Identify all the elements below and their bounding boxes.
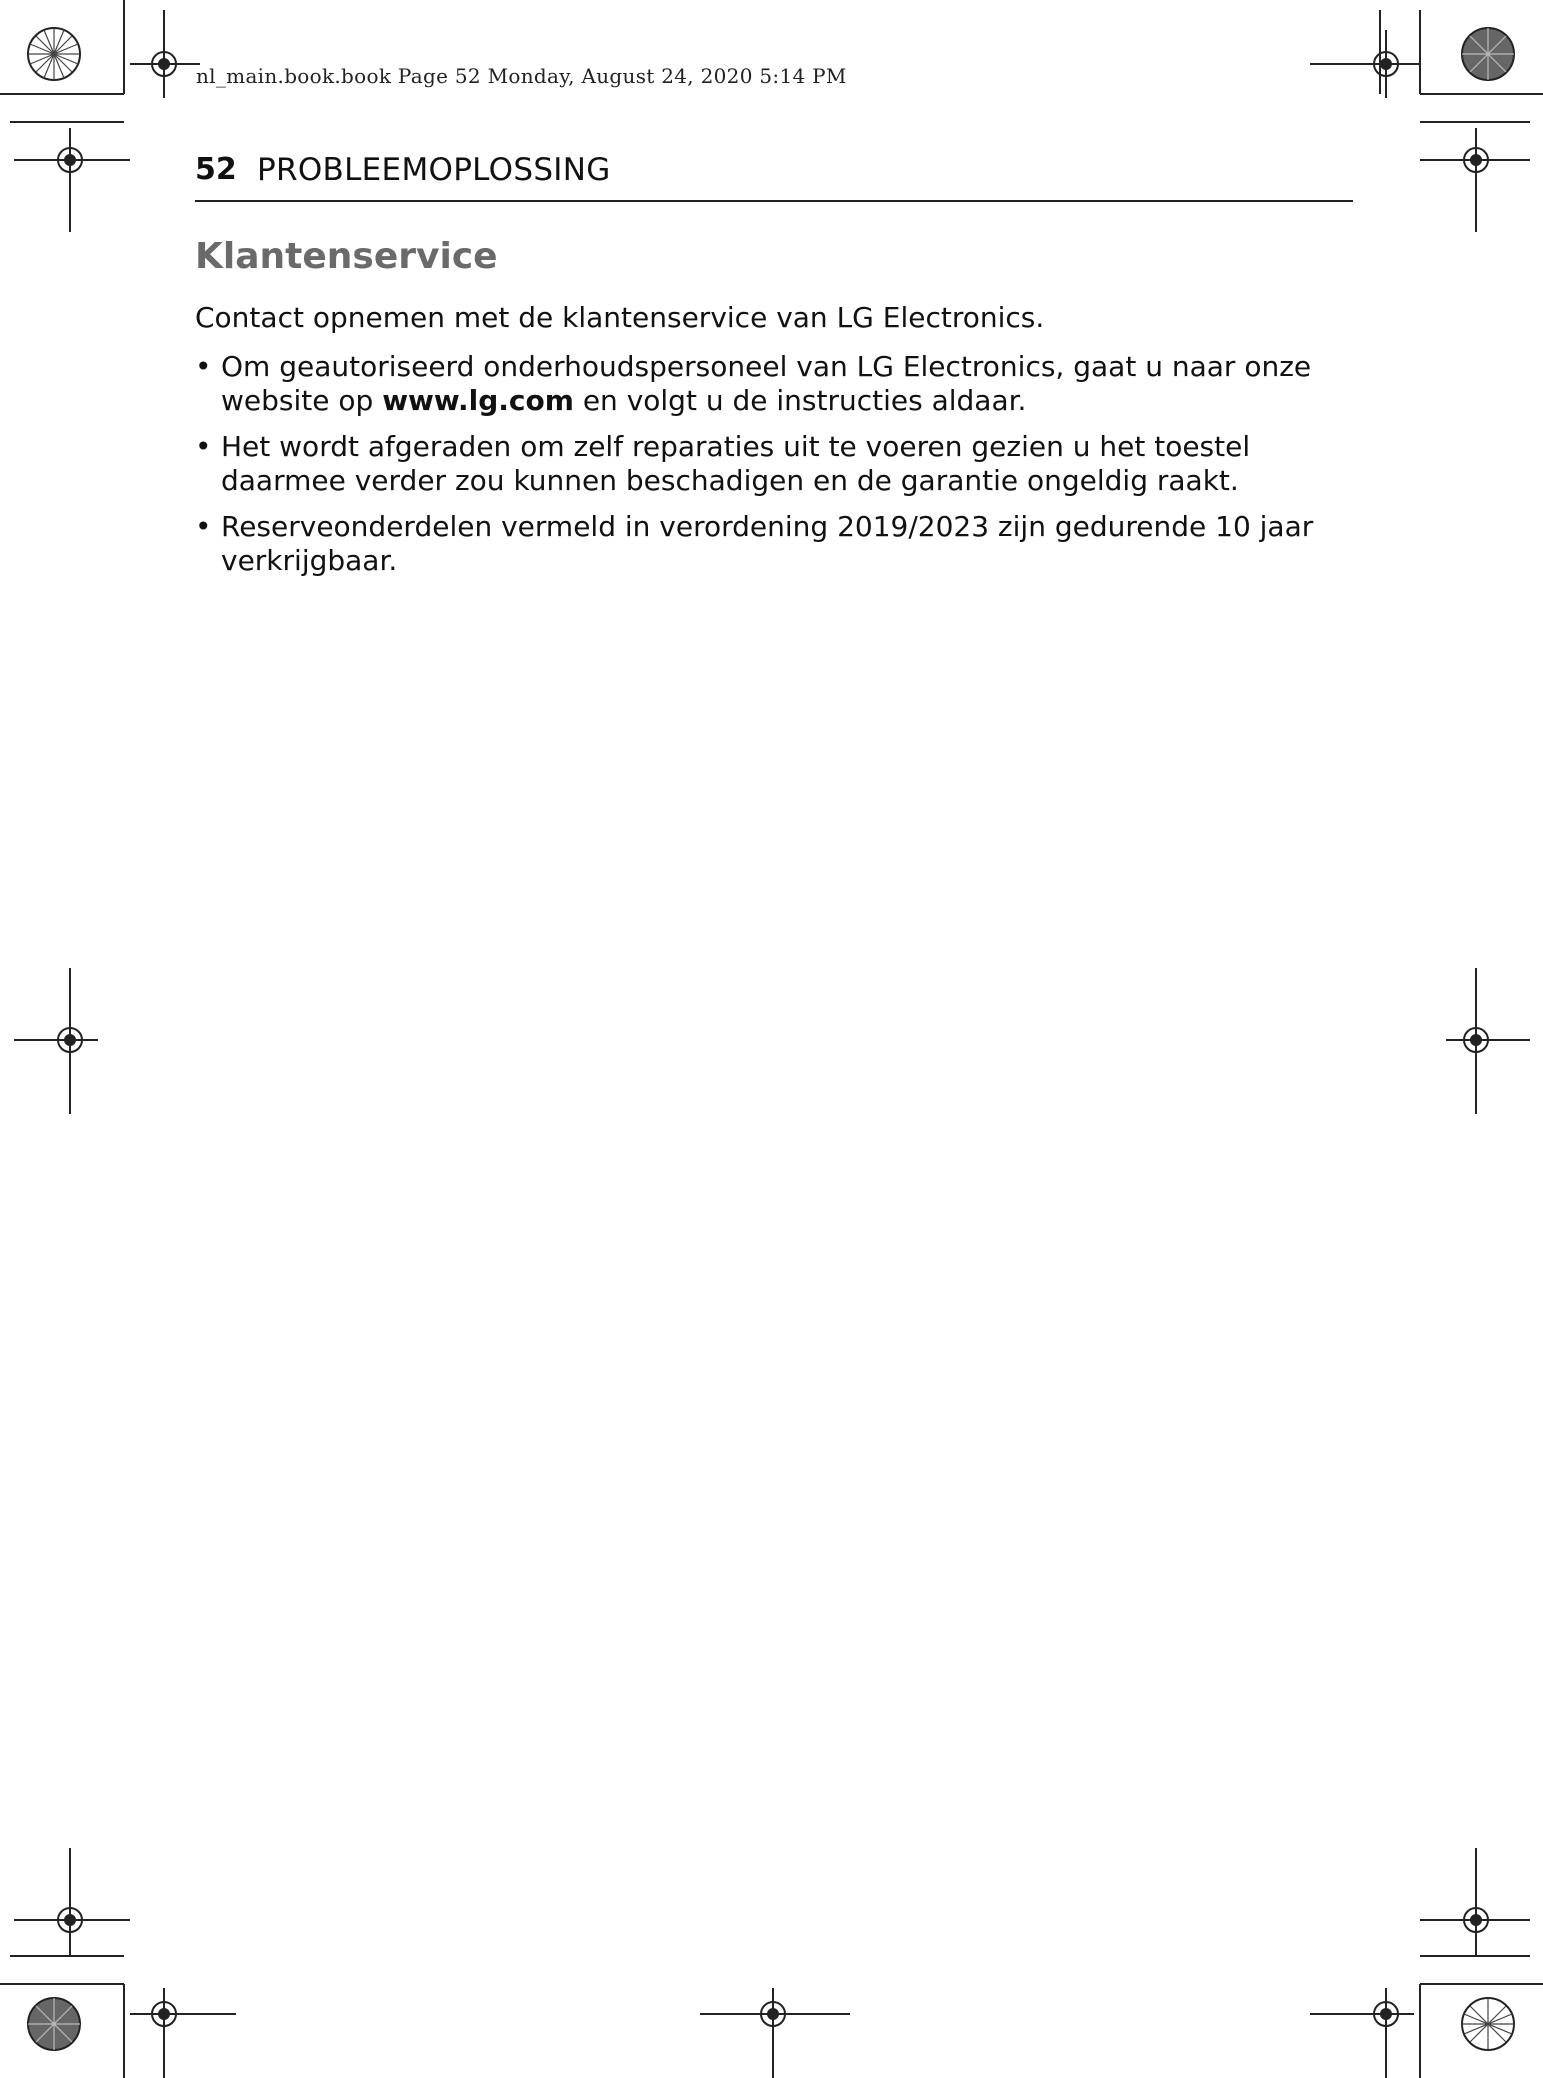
list-item [195,510,1353,578]
intro-paragraph: Contact opnemen met de klantenservice van LG Electronics. [195,301,1045,334]
bullet-text-before-link: Om geautoriseerd onderhoudspersoneel van LG Electronics, gaat u naar onze website op [221,350,1312,417]
section-content [195,232,1353,590]
running-header [195,148,1353,202]
bullet-symbol: • [195,510,212,543]
list-item [195,350,1353,418]
bullet-symbol: • [195,430,212,463]
website-link[interactable]: www.lg.com [382,384,574,417]
list-item [195,430,1353,498]
bullet-text-after-link: en volgt u de instructies aldaar. [573,384,1027,417]
chapter-title: PROBLEEMOPLOSSING [257,152,611,188]
section-title: Klantenservice [195,236,498,277]
bullet-symbol: • [195,350,212,383]
bullet-list [195,350,1353,578]
bullet-text: Het wordt afgeraden om zelf reparaties uit te voeren gezien u het toestel daarmee verder zou kunnen beschadigen en de garantie ongeldig raakt. [221,430,1251,497]
page-number: 52 [195,152,237,187]
print-slug-line: nl_main.book.book Page 52 Monday, August 24, 2020 5:14 PM [196,64,847,88]
bullet-text: Reserveonderdelen vermeld in verordening 2019/2023 zijn gedurende 10 jaar verkrijgbaar. [221,510,1314,577]
